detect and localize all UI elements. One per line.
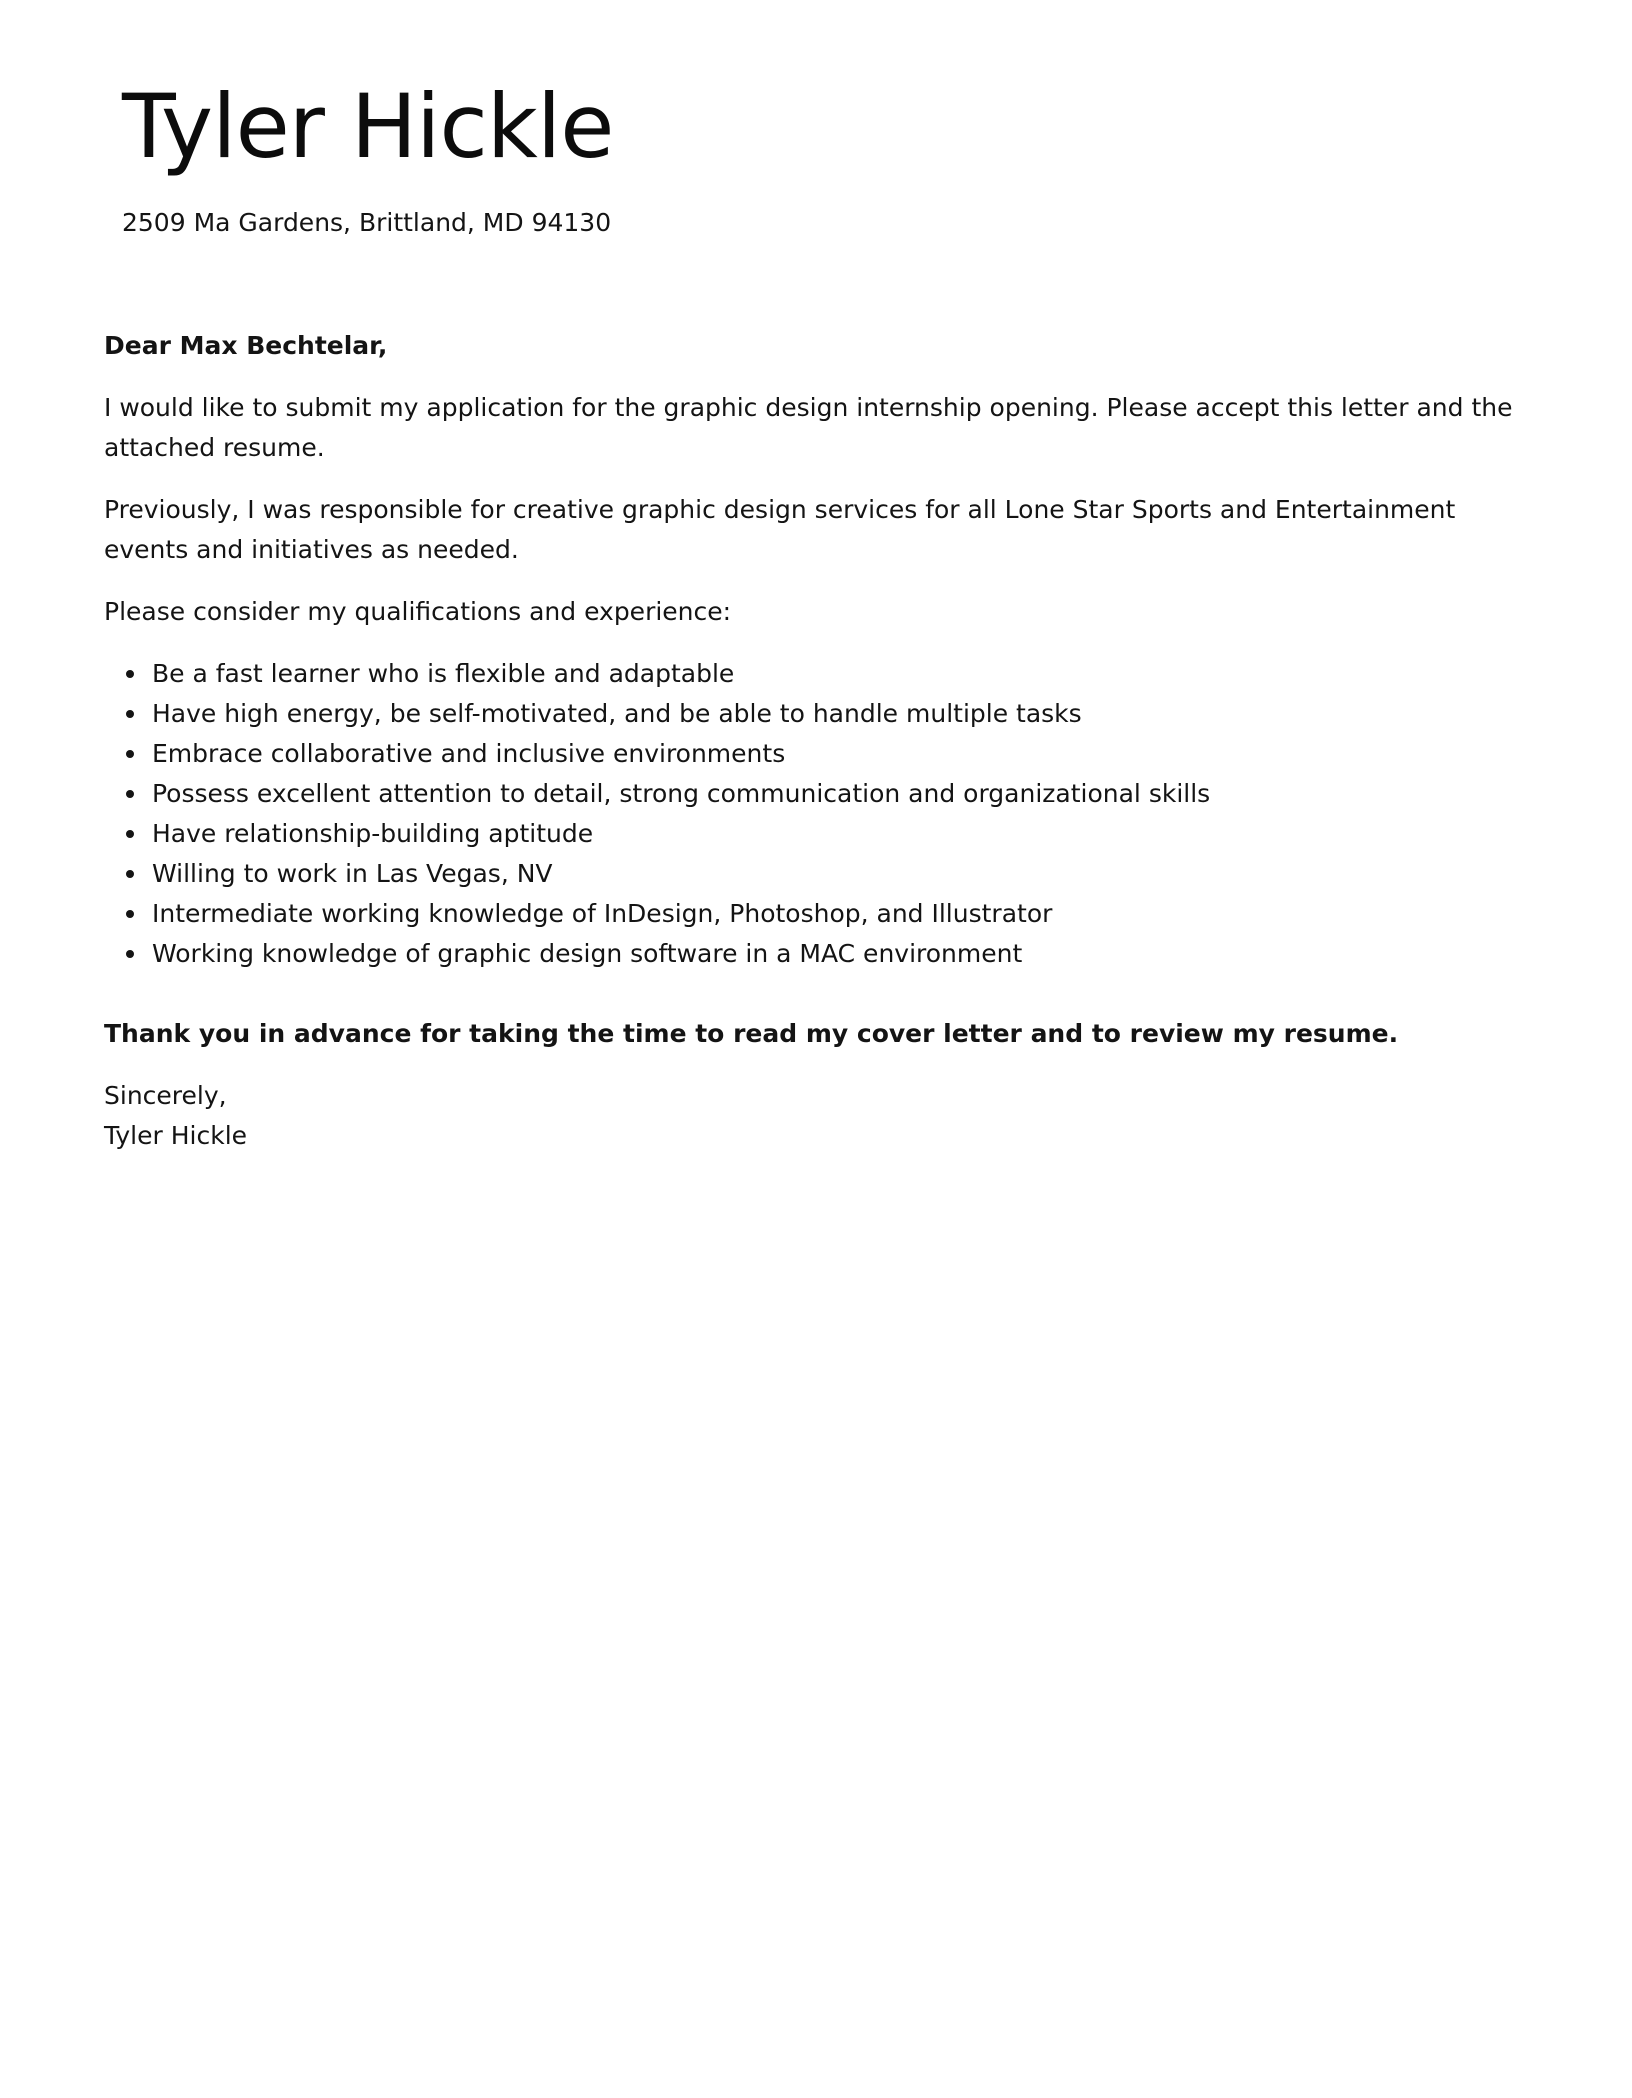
- list-item-text: Working knowledge of graphic design software in a MAC environment: [152, 939, 1023, 968]
- experience-paragraph: Previously, I was responsible for creative graphic design services for all Lone Star Sports and Entertainment events and initiatives as needed.: [104, 495, 1456, 564]
- list-item: [152, 934, 1524, 974]
- list-item: [152, 774, 1524, 814]
- bullet-icon: [126, 710, 134, 718]
- list-item: [152, 814, 1524, 854]
- closing-line: Sincerely,: [104, 1081, 227, 1110]
- bullet-icon: [126, 950, 134, 958]
- bullet-icon: [126, 750, 134, 758]
- bullet-icon: [126, 910, 134, 918]
- signature-name: Tyler Hickle: [104, 1121, 248, 1150]
- list-item-text: Possess excellent attention to detail, strong communication and organizational skills: [152, 779, 1211, 808]
- bullet-icon: [126, 670, 134, 678]
- list-item-text: Be a fast learner who is flexible and adaptable: [152, 659, 735, 688]
- list-item-text: Willing to work in Las Vegas, NV: [152, 859, 553, 888]
- letter-body: [104, 326, 1524, 1156]
- list-item: [152, 854, 1524, 894]
- letter-header: [122, 72, 1322, 240]
- list-item: [152, 654, 1524, 694]
- qualifications-intro: Please consider my qualifications and experience:: [104, 597, 732, 626]
- intro-paragraph: I would like to submit my application for the graphic design internship opening. Please accept this letter and the attached resume.: [104, 393, 1513, 462]
- thank-you-line: Thank you in advance for taking the time to read my cover letter and to review my resume.: [104, 1019, 1399, 1048]
- bullet-icon: [126, 830, 134, 838]
- applicant-name: Tyler Hickle: [122, 75, 614, 178]
- list-item-text: Intermediate working knowledge of InDesign, Photoshop, and Illustrator: [152, 899, 1053, 928]
- salutation: Dear Max Bechtelar,: [104, 331, 388, 360]
- qualifications-list: [104, 654, 1524, 974]
- list-item: [152, 734, 1524, 774]
- bullet-icon: [126, 870, 134, 878]
- list-item: [152, 694, 1524, 734]
- list-item-text: Have high energy, be self-motivated, and be able to handle multiple tasks: [152, 699, 1082, 728]
- list-item-text: Embrace collaborative and inclusive environments: [152, 739, 786, 768]
- applicant-address: 2509 Ma Gardens, Brittland, MD 94130: [122, 208, 612, 237]
- list-item-text: Have relationship-building aptitude: [152, 819, 594, 848]
- list-item: [152, 894, 1524, 934]
- bullet-icon: [126, 790, 134, 798]
